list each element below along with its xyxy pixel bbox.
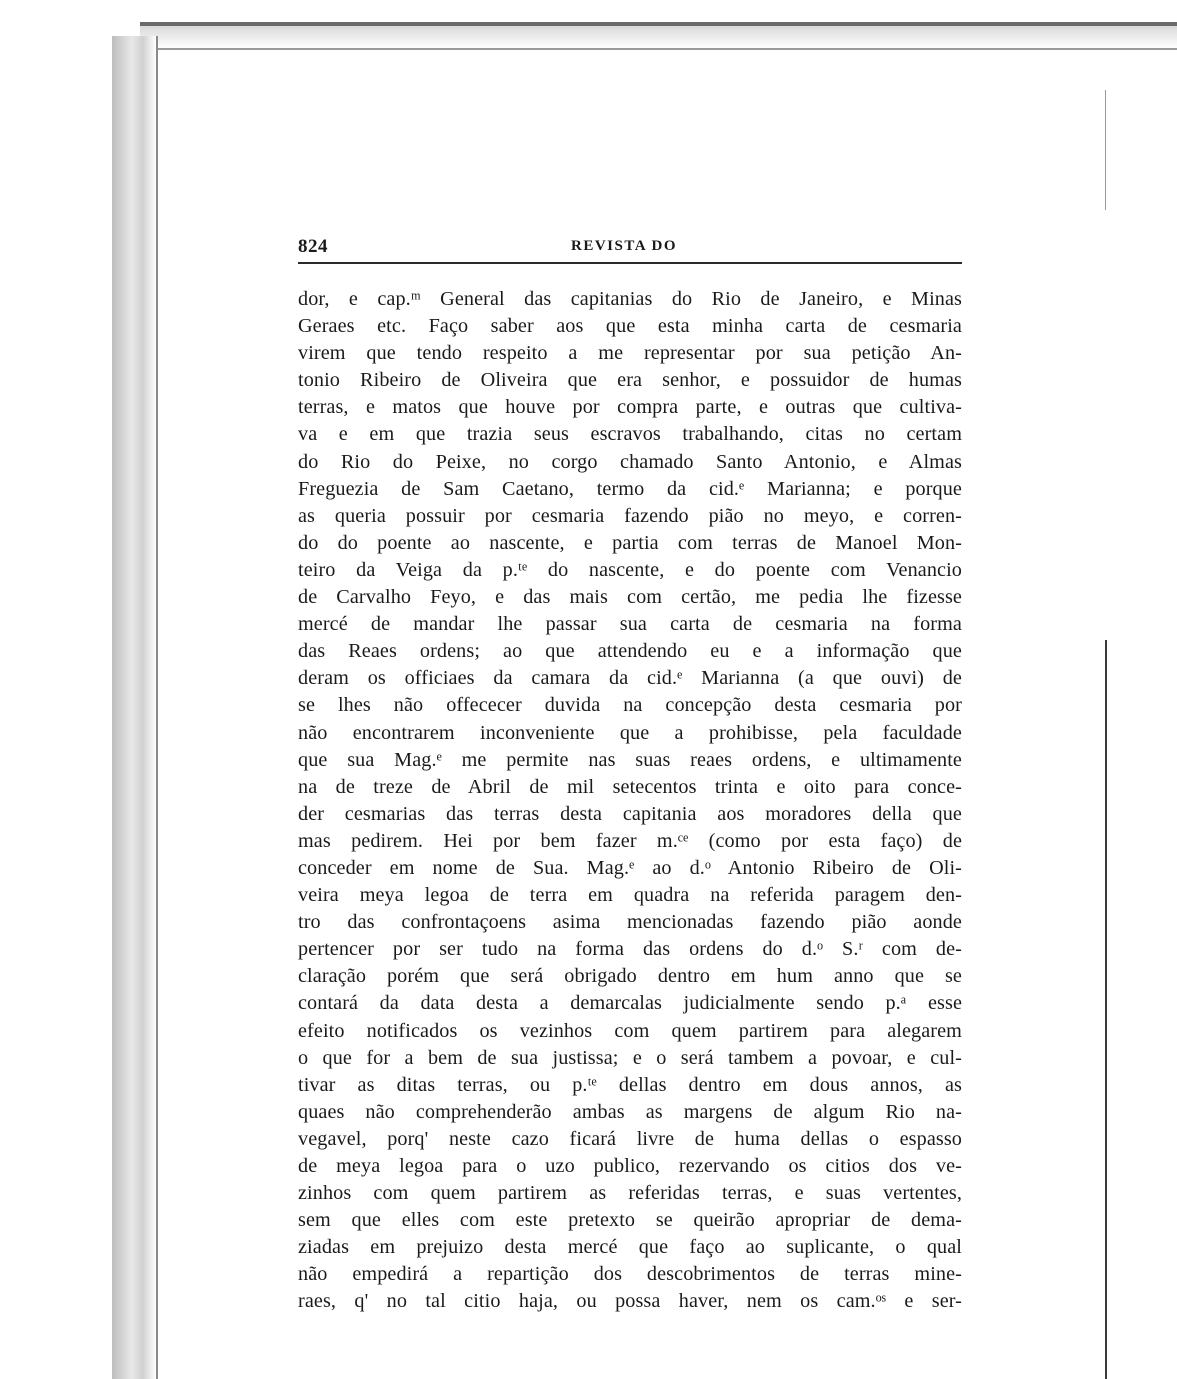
text-line: tonio Ribeiro de Oliveira que era senhor, e possuidor de humas [298, 369, 962, 392]
running-head [298, 230, 962, 264]
text-line: ziadas em prejuizo desta mercé que faço ao suplicante, o qual [298, 1236, 962, 1259]
text-line: sem que elles com este pretexto se queirão apropriar de dema- [298, 1209, 962, 1232]
text-line: não encontrarem inconveniente que a prohibisse, pela faculdade [298, 721, 962, 744]
text-line: as queria possuir por cesmaria fazendo pião no meyo, e corren- [298, 504, 962, 527]
page-number: 824 [298, 236, 328, 257]
text-line: de Carvalho Feyo, e das mais com certão, me pedia lhe fizesse [298, 586, 962, 609]
text-line: claração porém que será obrigado dentro em hum anno que se [298, 965, 962, 988]
text-line: der cesmarias das terras desta capitania aos moradores della que [298, 802, 962, 825]
text-line: tro das confrontaçoens asima mencionadas fazendo pião aonde [298, 911, 962, 934]
text-line: Geraes etc. Faço saber aos que esta minha carta de cesmaria [298, 315, 962, 338]
text-line: terras, e matos que houve por compra parte, e outras que cultiva- [298, 396, 962, 419]
text-line: pertencer por ser tudo na forma das ordens do d.ᵒ S.ʳ com de- [298, 938, 962, 961]
text-line: zinhos com quem partirem as referidas terras, e suas vertentes, [298, 1182, 962, 1205]
scan-right-margin-mark [1105, 90, 1106, 210]
text-line: não empedirá a repartição dos descobrimentos de terras mine- [298, 1263, 962, 1286]
text-line: mas pedirem. Hei por bem fazer m.ᶜᵉ (como por esta faço) de [298, 829, 962, 852]
text-line: tivar as ditas terras, ou p.ᵗᵉ dellas dentro em dous annos, as [298, 1073, 962, 1096]
scan-right-margin-rule [1105, 640, 1107, 1379]
text-line: do do poente ao nascente, e partia com terras de Manoel Mon- [298, 531, 962, 554]
text-line: na de treze de Abril de mil setecentos trinta e oito para conce- [298, 775, 962, 798]
text-line: o que for a bem de sua justissa; e o será tambem a povoar, e cul- [298, 1046, 962, 1069]
scan-binding-left-edge [112, 36, 158, 1379]
text-line: que sua Mag.ᵉ me permite nas suas reaes ordens, e ultimamente [298, 748, 962, 771]
text-line: conceder em nome de Sua. Mag.ᵉ ao d.ᵒ Antonio Ribeiro de Oli- [298, 856, 962, 879]
text-line: dor, e cap.ᵐ General das capitanias do Rio de Janeiro, e Minas [298, 288, 962, 310]
text-line: Freguezia de Sam Caetano, termo da cid.ᵉ Marianna; e porque [298, 477, 962, 500]
text-line: vegavel, porq' neste cazo ficará livre de huma dellas o espasso [298, 1127, 962, 1150]
text-line: efeito notificados os vezinhos com quem partirem para alegarem [298, 1019, 962, 1042]
text-line: quaes não comprehenderão ambas as margens de algum Rio na- [298, 1100, 962, 1123]
text-line: virem que tendo respeito a me representar por sua petição An- [298, 342, 962, 365]
text-line: veira meya legoa de terra em quadra na referida paragem den- [298, 884, 962, 907]
text-line: deram os officiaes da camara da cid.ᵉ Marianna (a que ouvi) de [298, 667, 962, 690]
text-line: contará da data desta a demarcalas judicialmente sendo p.ᵃ esse [298, 992, 962, 1015]
text-line: raes, q' no tal citio haja, ou possa haver, nem os cam.ᵒˢ e ser- [298, 1290, 962, 1313]
text-line: va e em que trazia seus escravos trabalhando, citas no certam [298, 423, 962, 446]
text-line: se lhes não offececer duvida na concepção desta cesmaria por [298, 694, 962, 717]
text-line: do Rio do Peixe, no corgo chamado Santo Antonio, e Almas [298, 450, 962, 473]
text-line: teiro da Veiga da p.ᵗᵉ do nascente, e do poente com Venancio [298, 558, 962, 581]
text-line: de meya legoa para o uzo publico, rezervando os citios dos ve- [298, 1155, 962, 1177]
text-line: das Reaes ordens; ao que attendendo eu e a informação que [298, 640, 962, 663]
scan-binding-top-edge [140, 22, 1177, 50]
running-title: REVISTA DO [571, 238, 677, 254]
book-page [298, 230, 962, 1370]
text-line: mercé de mandar lhe passar sua carta de cesmaria na forma [298, 613, 962, 636]
body-text [298, 286, 962, 1316]
